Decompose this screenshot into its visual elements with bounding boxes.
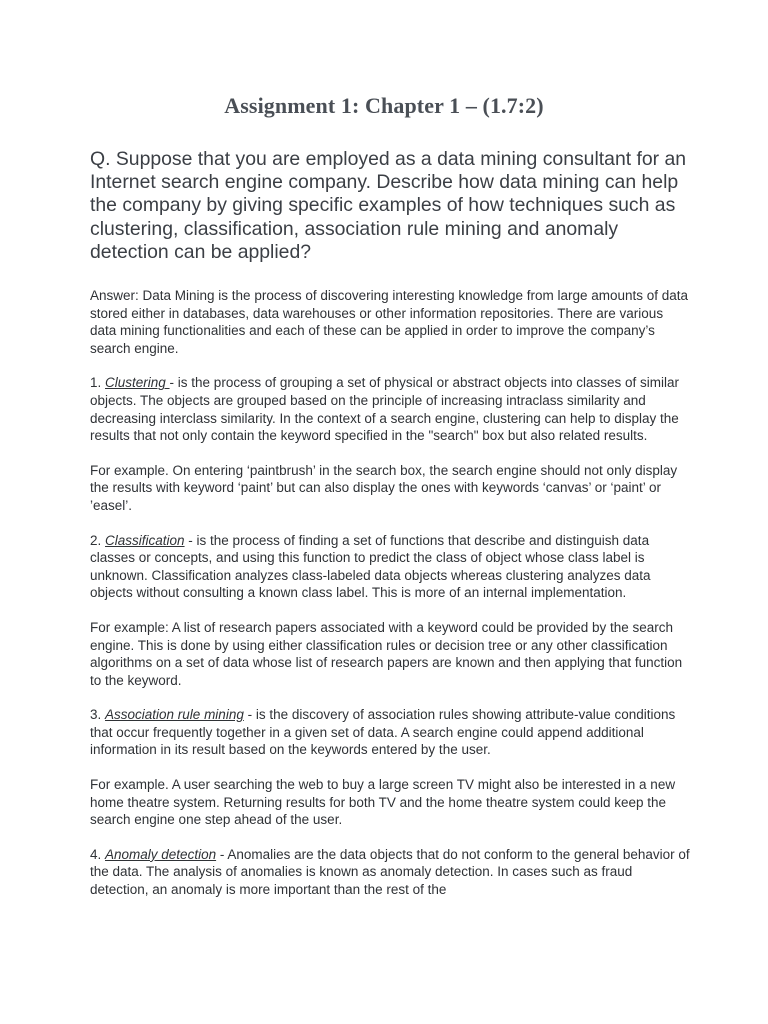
page-title: Assignment 1: Chapter 1 – (1.7:2) xyxy=(224,93,544,118)
section-association xyxy=(90,706,690,759)
section-number: 1. xyxy=(90,375,106,391)
section-anomaly xyxy=(90,846,690,899)
section-number: 2. xyxy=(90,532,106,548)
term-anomaly-detection: Anomaly detection xyxy=(105,846,217,862)
section-definition: - is the process of finding a set of functions that describe and distinguish data classes or concepts, and using this function to predict the class of object whose class label is unknown. Classification analyzes class-labeled data objects whereas clustering analyzes data objects without consulting a known class label. This is more of an internal implementation. xyxy=(90,532,651,601)
example-clustering: For example. On entering ‘paintbrush’ in the search box, the search engine should not only display the results with keyword ‘paint’ but can also display the ones with keywords ‘canvas’ or ‘paint’ or ’easel’. xyxy=(90,462,678,513)
example-association: For example. A user searching the web to buy a large screen TV might also be interested in a new home theatre system. Returning results for both TV and the home theatre system could keep the search engine one step ahead of the user. xyxy=(90,777,676,828)
section-number: 3. xyxy=(90,707,106,723)
section-definition: - is the process of grouping a set of physical or abstract objects into classes of similar objects. The objects are grouped based on the principle of increasing intraclass similarity and decreasing interclass similarity. In the context of a search engine, clustering can help to display the results that not only contain the keyword specified in the "search" box but also related results. xyxy=(90,375,680,444)
section-clustering xyxy=(90,374,690,444)
answer-body xyxy=(90,287,690,916)
section-definition: - is the discovery of association rules showing attribute-value conditions that occur frequently together in a given set of data. A search engine could append additional information in its result based on the keywords entered by the user. xyxy=(90,707,676,758)
term-association-rule-mining: Association rule mining xyxy=(105,707,244,723)
example-classification: For example: A list of research papers associated with a keyword could be provided by the search engine. This is done by using either classification rules or decision tree or any other classification algorithms on a set of data whose list of research papers are known and then applying that function to the keyword. xyxy=(90,619,683,688)
answer-intro: Answer: Data Mining is the process of discovering interesting knowledge from large amounts of data stored either in databases, data warehouses or other information repositories. There are various data mining functionalities and each of these can be applied in order to improve the company’s search engine. xyxy=(90,288,689,356)
section-number: 4. xyxy=(90,846,106,862)
question-text: Q. Suppose that you are employed as a data mining consultant for an Internet search engine company. Describe how data mining can help the company by giving specific examples of how techniques such as clustering, classification, association rule mining and anomaly detection can be applied? xyxy=(90,148,687,263)
term-classification: Classification xyxy=(105,532,185,548)
term-clustering: Clustering xyxy=(105,375,170,391)
section-classification xyxy=(90,532,690,602)
section-definition: - Anomalies are the data objects that do not conform to the general behavior of the data. The analysis of anomalies is known as anomaly detection. In cases such as fraud detection, an anomaly is more important than the rest of the xyxy=(90,846,690,898)
